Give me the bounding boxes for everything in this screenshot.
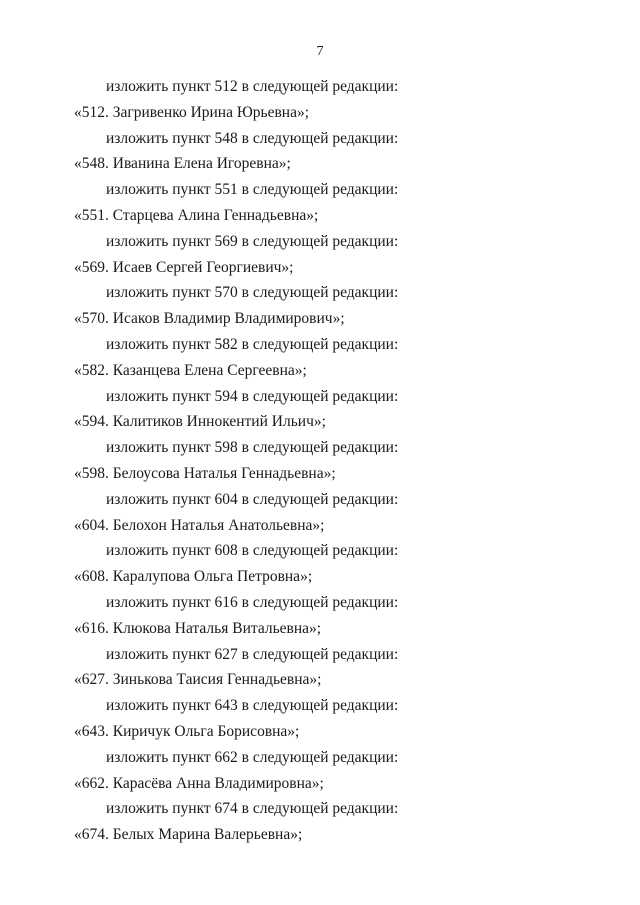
- amendment-entry: [0, 590, 640, 642]
- amendment-instruction: изложить пункт 594 в следующей редакции:: [106, 387, 399, 405]
- amendment-entry: [0, 538, 640, 590]
- amendment-text: «627. Зинькова Таисия Геннадьевна»;: [74, 671, 322, 689]
- amendment-entry: [0, 796, 640, 848]
- amendment-instruction: изложить пункт 598 в следующей редакции:: [106, 439, 399, 457]
- amendment-entry: [0, 126, 640, 178]
- amendment-instruction: изложить пункт 643 в следующей редакции:: [106, 697, 399, 715]
- amendment-text: «569. Исаев Сергей Георгиевич»;: [74, 258, 294, 276]
- amendment-text: «548. Иванина Елена Игоревна»;: [74, 155, 291, 173]
- amendment-instruction: изложить пункт 512 в следующей редакции:: [106, 78, 399, 95]
- amendment-text: «674. Белых Марина Валерьевна»;: [74, 826, 303, 844]
- amendment-entry: [0, 332, 640, 384]
- amendment-text: «616. Клюкова Наталья Витальевна»;: [74, 619, 322, 637]
- amendment-entry: [0, 487, 640, 539]
- amendment-text: «643. Киричук Ольга Борисовна»;: [74, 722, 300, 740]
- amendment-instruction: изложить пункт 674 в следующей редакции:: [106, 800, 399, 818]
- amendment-entry: [0, 280, 640, 332]
- amendment-instruction: изложить пункт 604 в следующей редакции:: [106, 490, 399, 508]
- amendment-entry: [0, 177, 640, 229]
- amendment-instruction: изложить пункт 569 в следующей редакции:: [106, 232, 399, 250]
- amendment-instruction: изложить пункт 627 в следующей редакции:: [106, 645, 399, 663]
- amendment-entry: [0, 229, 640, 281]
- amendment-instruction: изложить пункт 608 в следующей редакции:: [106, 542, 399, 560]
- amendment-text: «582. Казанцева Елена Сергеевна»;: [74, 361, 307, 379]
- amendment-text: «604. Белохон Наталья Анатольевна»;: [74, 516, 325, 534]
- amendment-text: «598. Белоусова Наталья Геннадьевна»;: [74, 464, 336, 482]
- amendment-entry: [0, 642, 640, 694]
- amendment-entry: [0, 693, 640, 745]
- amendment-text: «570. Исаков Владимир Владимирович»;: [74, 310, 345, 328]
- amendment-instruction: изложить пункт 551 в следующей редакции:: [106, 181, 399, 199]
- amendment-entry: [0, 384, 640, 436]
- amendment-text: «551. Старцева Алина Геннадьевна»;: [74, 206, 319, 224]
- amendment-text: «512. Загривенко Ирина Юрьевна»;: [74, 103, 310, 121]
- amendment-text: «662. Карасёва Анна Владимировна»;: [74, 774, 324, 792]
- amendment-text: «608. Каралупова Ольга Петровна»;: [74, 568, 313, 586]
- amendment-instruction: изложить пункт 570 в следующей редакции:: [106, 284, 399, 302]
- amendment-instruction: изложить пункт 548 в следующей редакции:: [106, 129, 399, 147]
- amendment-text: «594. Калитиков Иннокентий Ильич»;: [74, 413, 326, 431]
- amendment-instruction: изложить пункт 582 в следующей редакции:: [106, 335, 399, 353]
- amendment-entry: [0, 745, 640, 797]
- amendment-list: [0, 74, 640, 848]
- amendment-instruction: изложить пункт 616 в следующей редакции:: [106, 593, 399, 611]
- amendment-instruction: изложить пункт 662 в следующей редакции:: [106, 748, 399, 766]
- page-number: 7: [316, 44, 324, 59]
- amendment-entry: [0, 74, 640, 126]
- amendment-entry: [0, 435, 640, 487]
